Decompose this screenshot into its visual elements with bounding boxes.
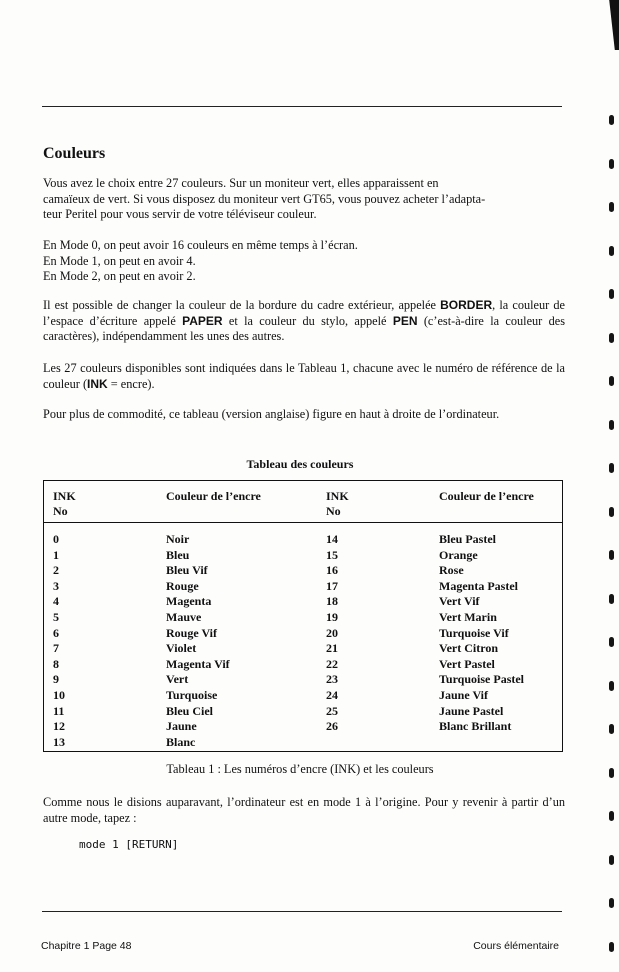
binding-hole: [609, 855, 614, 865]
keyword-ink: INK: [87, 376, 108, 391]
ink-number: 7: [53, 641, 59, 656]
color-name: Rose: [439, 563, 464, 578]
table-row: [44, 594, 562, 610]
table-row: [44, 548, 562, 564]
color-name: Bleu Vif: [166, 563, 208, 578]
color-name: Magenta Vif: [166, 656, 230, 671]
color-name: Magenta: [166, 594, 212, 609]
paragraph-line: teur Peritel pour vous servir de votre téléviseur couleur.: [43, 207, 317, 222]
code-example: mode 1 [RETURN]: [79, 838, 179, 851]
ink-number: 11: [53, 703, 65, 718]
ink-number: 9: [53, 672, 59, 687]
ink-number: 3: [53, 578, 59, 593]
binding-hole: [609, 550, 614, 560]
ink-number: 25: [326, 703, 338, 718]
binding-hole: [609, 246, 614, 256]
text-run: = encre).: [107, 376, 155, 391]
ink-color-table: [43, 480, 563, 752]
paragraph-modes: [43, 238, 565, 285]
color-name: Rouge: [166, 578, 199, 593]
color-name: Magenta Pastel: [439, 578, 518, 593]
footer-chapter-page: Chapitre 1 Page 48: [41, 940, 132, 952]
table-row: [44, 657, 562, 673]
keyword-pen: PEN: [392, 313, 418, 328]
ink-number: 17: [326, 578, 338, 593]
ink-number: 5: [53, 609, 59, 624]
table-caption: Tableau 1 : Les numéros d’encre (INK) et les couleurs: [166, 762, 434, 776]
text-run: Les 27 couleurs disponibles sont indiquées dans le Tableau 1, chacune avec le numéro de référence de la couleur (: [43, 361, 565, 391]
text-run: , la couleur de l’espace d’écriture appelé: [43, 298, 565, 328]
header-color-1: Couleur de l’encre: [166, 489, 261, 503]
ink-number: 18: [326, 594, 338, 609]
color-name: Vert Citron: [439, 641, 498, 656]
binding-hole: [609, 202, 614, 212]
ink-number: 26: [326, 719, 338, 734]
color-name: Rouge Vif: [166, 625, 217, 640]
ink-number: 14: [326, 532, 338, 546]
footer-rule: [42, 911, 562, 912]
binding-holes: [600, 0, 619, 972]
ink-number: 2: [53, 563, 59, 578]
ink-number: 19: [326, 609, 338, 624]
header-ink-1: [53, 489, 76, 519]
color-name: Mauve: [166, 609, 202, 624]
table-row: [44, 719, 562, 735]
header-no-label: No: [326, 504, 341, 518]
paragraph-line: camaïeux de vert. Si vous disposez du moniteur vert GT65, vous pouvez acheter l’adapta-: [43, 191, 486, 206]
binding-hole: [609, 594, 614, 604]
binding-edge: [605, 0, 619, 50]
ink-number: 6: [53, 625, 59, 640]
mode-line: En Mode 0, on peut avoir 16 couleurs en même temps à l’écran.: [43, 238, 358, 252]
table-row: [44, 532, 562, 548]
ink-number: 10: [53, 687, 65, 702]
ink-number: 1: [53, 547, 59, 562]
text-run: (c’est-à-dire la couleur des caractères), indépendamment les unes des autres.: [43, 313, 565, 344]
binding-hole: [609, 942, 614, 952]
color-name: Bleu: [166, 547, 190, 562]
table-row: [44, 672, 562, 688]
paragraph-intro: [43, 176, 565, 223]
ink-number: 15: [326, 547, 338, 562]
color-name: Turquoise Vif: [439, 625, 509, 640]
header-color-2: Couleur de l’encre: [439, 489, 534, 503]
keyword-border: BORDER: [440, 298, 493, 312]
ink-number: 16: [326, 563, 338, 578]
color-name: Turquoise Pastel: [439, 672, 525, 687]
color-name: Noir: [166, 532, 190, 546]
binding-hole: [609, 507, 614, 517]
ink-number: 8: [53, 656, 59, 671]
mode-line: En Mode 2, on peut en avoir 2.: [43, 269, 196, 284]
paragraph-mode-return: Comme nous le disions auparavant, l’ordinateur est en mode 1 à l’origine. Pour y revenir à partir d’un autre mode, tapez :: [43, 795, 565, 825]
table-row: [44, 641, 562, 657]
binding-hole: [609, 289, 614, 299]
table-row: [44, 704, 562, 720]
ink-number: 23: [326, 672, 338, 687]
binding-hole: [609, 637, 614, 647]
color-name: Bleu Pastel: [439, 532, 496, 546]
paragraph-line: Vous avez le choix entre 27 couleurs. Sur un moniteur vert, elles apparaissent en: [43, 176, 439, 190]
table-title: Tableau des couleurs: [246, 457, 354, 471]
binding-hole: [609, 333, 614, 343]
binding-hole: [609, 420, 614, 430]
color-name: Vert Marin: [439, 609, 497, 624]
table-row: [44, 735, 562, 751]
binding-hole: [609, 376, 614, 386]
header-ink-2: [326, 489, 349, 519]
color-name: Turquoise: [166, 687, 218, 702]
ink-number: 24: [326, 687, 338, 702]
header-rule: [42, 106, 562, 107]
table-row: [44, 688, 562, 704]
color-name: Bleu Ciel: [166, 703, 213, 718]
binding-hole: [609, 115, 614, 125]
text-run: et la couleur du stylo, appelé: [222, 313, 393, 328]
color-name: Blanc: [166, 734, 196, 749]
ink-number: 21: [326, 641, 338, 656]
header-ink-label: INK: [53, 489, 76, 503]
paragraph-convenience: Pour plus de commodité, ce tableau (version anglaise) figure en haut à droite de l’ordinateur.: [43, 407, 500, 421]
footer-course-title: Cours élémentaire: [473, 940, 559, 952]
table-row: [44, 610, 562, 626]
binding-hole: [609, 681, 614, 691]
color-name: Jaune: [166, 719, 197, 734]
mode-line: En Mode 1, on peut en avoir 4.: [43, 253, 196, 268]
ink-number: 20: [326, 625, 338, 640]
paragraph-ink: [43, 361, 565, 392]
ink-number: 4: [53, 594, 59, 609]
section-heading: Couleurs: [43, 145, 106, 162]
table-body: [44, 532, 562, 750]
ink-number: 12: [53, 719, 65, 734]
color-name: Blanc Brillant: [439, 719, 512, 734]
keyword-paper: PAPER: [182, 313, 223, 328]
binding-hole: [609, 898, 614, 908]
paragraph-border-paper-pen: [43, 298, 565, 345]
color-name: Violet: [166, 641, 197, 656]
header-ink-label: INK: [326, 489, 349, 503]
color-name: Vert: [166, 672, 189, 687]
color-name: Orange: [439, 547, 478, 562]
table-row: [44, 563, 562, 579]
ink-number: 22: [326, 656, 338, 671]
color-name: Vert Vif: [439, 594, 480, 609]
binding-hole: [609, 463, 614, 473]
binding-hole: [609, 811, 614, 821]
text-run: Il est possible de changer la couleur de la bordure du cadre extérieur, appelée: [43, 298, 441, 312]
ink-number: 0: [53, 532, 59, 546]
color-name: Jaune Vif: [439, 687, 489, 702]
color-name: Jaune Pastel: [439, 703, 504, 718]
binding-hole: [609, 724, 614, 734]
binding-hole: [609, 768, 614, 778]
table-row: [44, 579, 562, 595]
header-no-label: No: [53, 504, 68, 518]
table-row: [44, 626, 562, 642]
ink-number: 13: [53, 734, 65, 749]
color-name: Vert Pastel: [439, 656, 495, 671]
table-header: [44, 481, 562, 523]
binding-hole: [609, 159, 614, 169]
